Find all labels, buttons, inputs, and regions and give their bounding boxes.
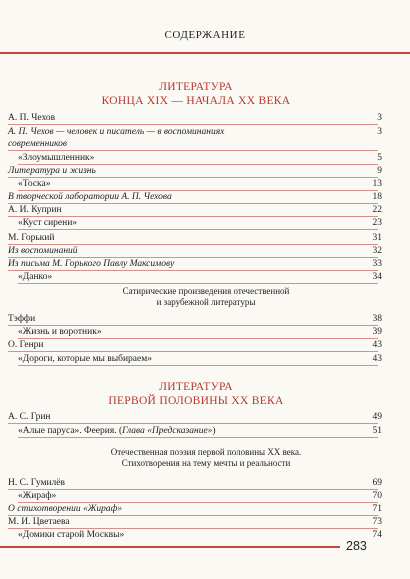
entry-page: 32 — [372, 246, 382, 256]
entry-rule — [8, 423, 378, 424]
toc-entry-author[interactable] — [0, 339, 392, 351]
toc-entry-author[interactable] — [0, 313, 392, 325]
toc-entry-work[interactable] — [0, 353, 392, 365]
toc-entry-work[interactable] — [0, 490, 392, 502]
toc-entry-essay[interactable] — [0, 191, 392, 203]
toc-entry-work[interactable] — [0, 326, 392, 338]
entry-page: 18 — [372, 192, 382, 202]
entry-page: 13 — [372, 179, 382, 189]
page-number: 283 — [346, 539, 367, 553]
entry-rule — [8, 124, 378, 125]
subsection-title-2-line2: Стихотворения на тему мечты и реальности — [121, 458, 291, 468]
entry-title: А. И. Куприн — [8, 205, 62, 215]
entry-title: А. П. Чехов — человек и писатель — в воспоминаниях — [8, 127, 225, 137]
entry-page: 3 — [377, 127, 382, 137]
entry-page: 3 — [377, 113, 382, 123]
entry-page: 39 — [372, 327, 382, 337]
entry-title: «Тоска» — [18, 179, 51, 189]
entry-title: Литература и жизнь — [8, 166, 96, 176]
entry-page: 70 — [372, 491, 382, 501]
entry-page: 5 — [377, 153, 382, 163]
entry-title: «Жизнь и воротник» — [18, 327, 102, 337]
entry-page: 33 — [372, 259, 382, 269]
header-rule — [0, 52, 410, 54]
toc-entry-author[interactable] — [0, 112, 392, 124]
toc-entry-work[interactable] — [0, 425, 392, 437]
entry-page: 49 — [372, 412, 382, 422]
subsection-title-1-line2: и зарубежной литературы — [156, 297, 256, 307]
subsection-title-2-line1: Отечественная поэзия первой половины XX века. — [110, 447, 302, 457]
toc-entry-work[interactable] — [0, 178, 392, 190]
subsection-title-1 — [20, 286, 392, 308]
entry-title: «Дороги, которые мы выбираем» — [18, 354, 152, 364]
entry-page: 34 — [372, 272, 382, 282]
toc-entry-work[interactable] — [0, 152, 392, 164]
entry-page: 71 — [372, 504, 382, 514]
subsection-title-2 — [20, 447, 392, 469]
toc-entry-work[interactable] — [0, 217, 392, 229]
entry-rule — [8, 351, 378, 352]
entry-rule — [18, 365, 378, 366]
section-title-1-line2: КОНЦА XIX — НАЧАЛА XX ВЕКА — [101, 95, 291, 107]
entry-page: 31 — [372, 233, 382, 243]
entry-page: 73 — [372, 517, 382, 527]
entry-title: О. Генри — [8, 340, 44, 350]
entry-page: 23 — [372, 218, 382, 228]
entry-title: М. Горький — [8, 233, 55, 243]
subsection-title-1-line1: Сатирические произведения отечественной — [122, 286, 290, 296]
entry-title: Н. С. Гумилёв — [8, 478, 65, 488]
entry-title: «Жираф» — [18, 491, 57, 501]
section-title-1 — [0, 80, 392, 108]
page-header: СОДЕРЖАНИЕ — [164, 29, 246, 41]
toc-entry-essay[interactable] — [0, 245, 392, 257]
entry-title: О стихотворении «Жираф» — [8, 504, 123, 514]
entry-rule — [18, 283, 378, 284]
entry-rule — [18, 437, 378, 438]
entry-title: Из воспоминаний — [8, 246, 78, 256]
toc-entry-essay[interactable] — [0, 503, 392, 515]
section-title-2-line1: ЛИТЕРАТУРА — [159, 381, 233, 393]
toc-entry-author[interactable] — [0, 411, 392, 423]
entry-rule — [18, 229, 378, 230]
entry-title: «Злоумышленник» — [18, 153, 95, 163]
entry-title: «Домики старой Москвы» — [18, 530, 125, 540]
entry-page: 51 — [372, 426, 382, 436]
entry-title: «Куст сирени» — [18, 218, 78, 228]
toc-entry-author[interactable] — [0, 516, 392, 528]
entry-rule — [8, 150, 378, 151]
entry-page: 69 — [372, 478, 382, 488]
entry-title: «Данко» — [18, 272, 53, 282]
toc-entry-work[interactable] — [0, 529, 392, 541]
entry-title: А. С. Грин — [8, 412, 51, 422]
entry-page: 9 — [377, 166, 382, 176]
toc-entry-author[interactable] — [0, 477, 392, 489]
entry-title: А. П. Чехов — [8, 113, 56, 123]
toc-entry-author[interactable] — [0, 204, 392, 216]
toc-entry-essay[interactable] — [0, 258, 392, 270]
section-title-2-line2: ПЕРВОЙ ПОЛОВИНЫ XX ВЕКА — [108, 395, 284, 407]
entry-page: 43 — [372, 340, 382, 350]
entry-page: 43 — [372, 354, 382, 364]
section-title-2 — [0, 380, 392, 408]
toc-entry-author[interactable] — [0, 232, 392, 244]
entry-page: 22 — [372, 205, 382, 215]
section-title-1-line1: ЛИТЕРАТУРА — [159, 81, 233, 93]
toc-entry-work[interactable] — [0, 271, 392, 283]
entry-page: 38 — [372, 314, 382, 324]
footer-rule — [0, 546, 340, 548]
entry-title: «Алые паруса». Феерия. (Глава «Предсказание») — [18, 426, 216, 436]
toc-entry-essay[interactable] — [0, 126, 392, 150]
entry-title-cont: современников — [8, 139, 67, 149]
entry-page: 74 — [372, 530, 382, 540]
entry-title: М. И. Цветаева — [8, 517, 70, 527]
entry-title: Тэффи — [8, 314, 36, 324]
entry-title: В творческой лаборатории А. П. Чехова — [8, 192, 172, 202]
toc-entry-essay[interactable] — [0, 165, 392, 177]
entry-title: Из письма М. Горького Павлу Максимову — [8, 259, 175, 269]
